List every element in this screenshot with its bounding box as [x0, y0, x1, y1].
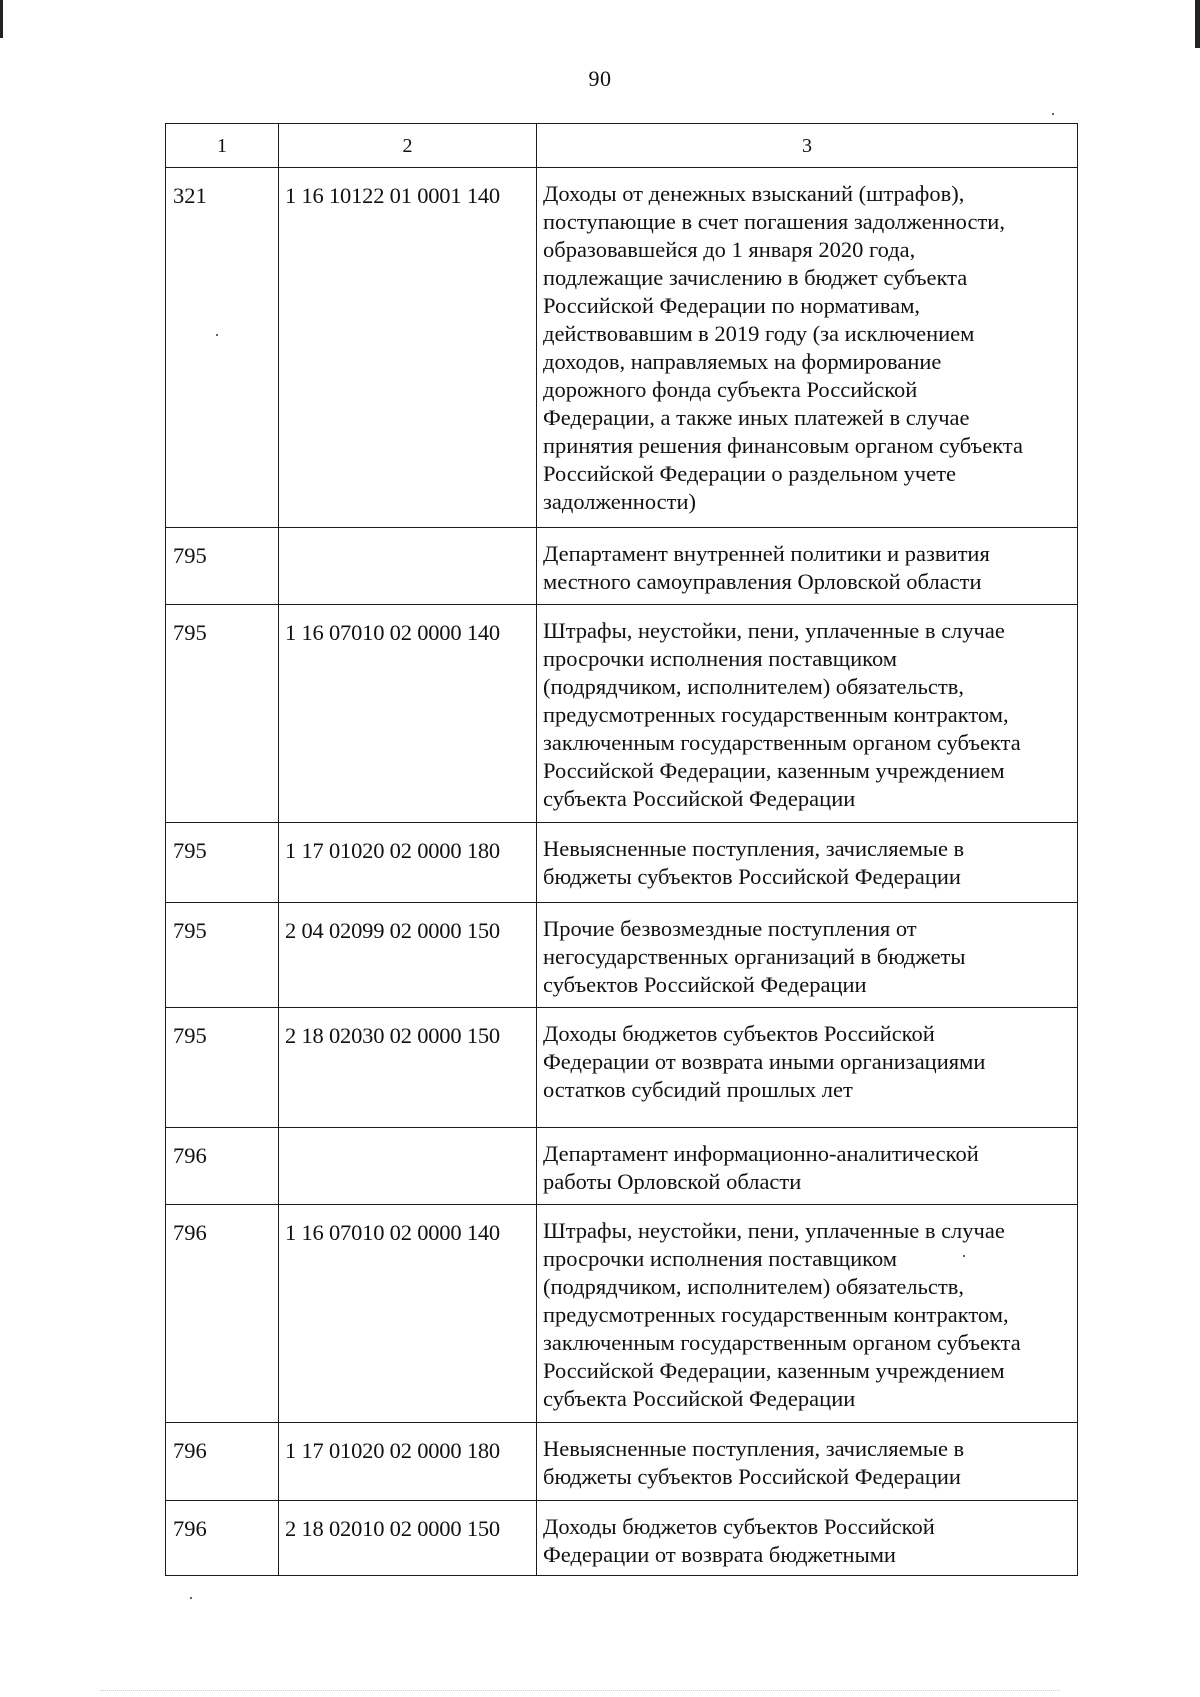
description-cell: [537, 823, 1078, 903]
revenue-code-cell: 2 18 02030 02 0000 150: [279, 1008, 537, 1128]
description-cell: [537, 1501, 1078, 1576]
scan-footer-noise: [100, 1690, 1060, 1692]
table-row: [166, 1423, 1078, 1501]
admin-code-cell: 796: [166, 1423, 279, 1501]
admin-code-cell: 795: [166, 903, 279, 1008]
scan-edge-mark-right: [1195, 0, 1200, 48]
admin-code-cell: 796: [166, 1501, 279, 1576]
description-text: Невыясненные поступления, зачисляемые в бюджеты субъектов Российской Федерации: [543, 836, 965, 889]
description-text: Доходы бюджетов субъектов Российской Федерации от возврата бюджетными: [543, 1514, 935, 1567]
revenue-code-cell: 2 04 02099 02 0000 150: [279, 903, 537, 1008]
description-cell: [537, 1128, 1078, 1205]
table-row: [166, 903, 1078, 1008]
revenue-code-cell: 2 18 02010 02 0000 150: [279, 1501, 537, 1576]
description-text: Доходы от денежных взысканий (штрафов), поступающие в счет погашения задолженности, образовавшейся до 1 января 2020 года, подлежащие зачислению в бюджет субъекта Российской Федерации по нормативам, действовавшим в 2019 году (за исключением доходов, направляемых на формирование дорожного фонда субъекта Российской Федерации, а также иных платежей в случае принятия решения финансовым органом субъекта Российской Федерации о раздельном учете задолженности): [543, 181, 1024, 514]
admin-code-cell: 795: [166, 605, 279, 823]
admin-code-cell: 321: [166, 168, 279, 528]
table-row: [166, 168, 1078, 528]
column-header-description: 3: [537, 124, 1078, 168]
revenue-code-cell: 1 16 07010 02 0000 140: [279, 1205, 537, 1423]
revenue-codes-table: [165, 123, 1078, 1576]
table-row: [166, 528, 1078, 605]
table-header-row: [166, 124, 1078, 168]
description-text: Департамент внутренней политики и развития местного самоуправления Орловской области: [543, 541, 990, 594]
description-cell: [537, 528, 1078, 605]
description-text: Доходы бюджетов субъектов Российской Федерации от возврата иными организациями остатков субсидий прошлых лет: [543, 1021, 986, 1102]
table-row: [166, 1501, 1078, 1576]
table-row: [166, 1128, 1078, 1205]
description-text: Штрафы, неустойки, пени, уплаченные в случае просрочки исполнения поставщиком (подрядчиком, исполнителем) обязательств, предусмотренных государственным контрактом, заключенным государственным органом субъекта Российской Федерации, казенным учреждением субъекта Российской Федерации: [543, 618, 1021, 811]
description-cell: [537, 1008, 1078, 1128]
column-header-code: 2: [279, 124, 537, 168]
scan-speck: [1052, 113, 1054, 115]
admin-code-cell: 795: [166, 528, 279, 605]
revenue-code-cell: [279, 528, 537, 605]
scan-edge-mark-left: [0, 0, 3, 38]
description-cell: [537, 1423, 1078, 1501]
description-text: Невыясненные поступления, зачисляемые в бюджеты субъектов Российской Федерации: [543, 1436, 965, 1489]
admin-code-cell: 795: [166, 823, 279, 903]
table-row: [166, 1008, 1078, 1128]
table-row: [166, 1205, 1078, 1423]
admin-code-cell: 796: [166, 1205, 279, 1423]
admin-code-cell: 795: [166, 1008, 279, 1128]
column-header-admin: 1: [166, 124, 279, 168]
description-cell: [537, 1205, 1078, 1423]
description-text: Прочие безвозмездные поступления от негосударственных организаций в бюджеты субъектов Российской Федерации: [543, 916, 966, 997]
description-text: Штрафы, неустойки, пени, уплаченные в случае просрочки исполнения поставщиком (подрядчиком, исполнителем) обязательств, предусмотренных государственным контрактом, заключенным государственным органом субъекта Российской Федерации, казенным учреждением субъекта Российской Федерации: [543, 1218, 1021, 1411]
revenue-code-cell: 1 16 10122 01 0001 140: [279, 168, 537, 528]
revenue-code-cell: [279, 1128, 537, 1205]
table-row: [166, 605, 1078, 823]
description-cell: [537, 903, 1078, 1008]
revenue-code-cell: 1 17 01020 02 0000 180: [279, 1423, 537, 1501]
page-number: 90: [588, 66, 612, 91]
description-cell: [537, 605, 1078, 823]
table-row: [166, 823, 1078, 903]
scan-speck: [190, 1597, 192, 1599]
revenue-code-cell: 1 16 07010 02 0000 140: [279, 605, 537, 823]
description-cell: [537, 168, 1078, 528]
admin-code-cell: 796: [166, 1128, 279, 1205]
description-text: Департамент информационно-аналитической работы Орловской области: [543, 1141, 979, 1194]
revenue-code-cell: 1 17 01020 02 0000 180: [279, 823, 537, 903]
